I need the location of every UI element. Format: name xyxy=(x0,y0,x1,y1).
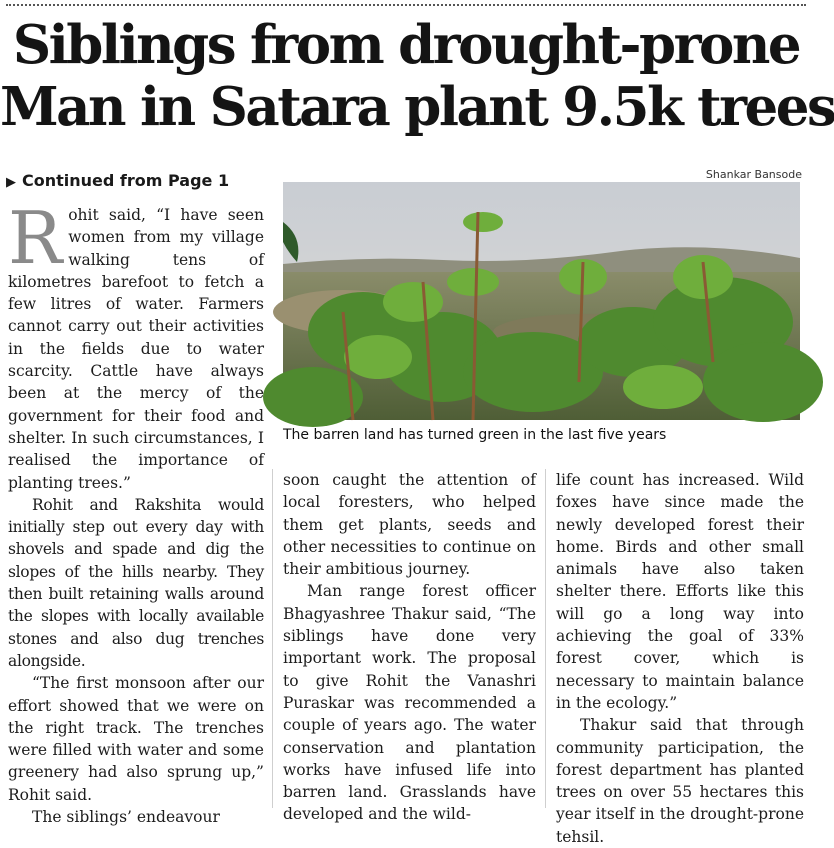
headline xyxy=(0,14,834,138)
paragraph: Rohit and Rakshita would initially step out every day with shovels and spade and dig the slopes of the hills nearby. They then built retaining walls around the slopes with locally available stones and also dug trenches alongside. xyxy=(8,495,264,670)
continued-from-page-1 xyxy=(6,170,229,194)
drop-cap: R xyxy=(8,196,63,280)
article-column-2 xyxy=(283,469,536,824)
continued-label: Continued from Page 1 xyxy=(22,171,230,190)
article-photo xyxy=(283,182,800,420)
photo-caption: The barren land has turned green in the last five years xyxy=(283,427,667,443)
paragraph: Man range forest officer Bhagyashree Thakur said, “The siblings have done very important work. The proposal to give Rohit the Vanashri Puraskar was recommended a couple of years ago. The water conservation and plantation works have infused life into barren land. Grasslands have developed and the wild- xyxy=(283,582,536,824)
paragraph-text: ohit said, “I have seen women from my village walking tens of kilometres barefoot to fetch a few litres of water. Farmers cannot carry out their activities in the fields due to water scarcity. Cattle have always been at the mercy of the government for their food and shelter. In such circumstances, I realised the importance of planting trees.” xyxy=(8,206,264,492)
headline-line-1: Siblings from drought-prone xyxy=(12,14,800,76)
paragraph: “The first monsoon after our effort showed that we were on the right track. The trenches were filled with water and some greenery had also sprung up,” Rohit said. xyxy=(8,674,264,804)
headline-line-2: Man in Satara plant 9.5k trees xyxy=(0,76,834,138)
article-column-3 xyxy=(556,469,804,846)
paragraph: soon caught the attention of local foresters, who helped them get plants, seeds and other necessities to continue on their ambitious journey. xyxy=(283,471,536,579)
top-dotted-rule xyxy=(6,4,806,6)
paragraph xyxy=(8,196,264,494)
column-divider xyxy=(272,469,273,808)
paragraph: life count has increased. Wild foxes have since made the newly developed forest their home. Birds and other small animals have also taken shelter there. Efforts like this will go a long way into achieving the goal of 33% forest cover, which is necessary to maintain balance in the ecology.” xyxy=(556,471,804,712)
paragraph: The siblings’ endeavour xyxy=(32,808,220,827)
photo-credit: Shankar Bansode xyxy=(705,168,802,181)
play-triangle-icon: ▶ xyxy=(6,175,16,190)
column-divider xyxy=(545,469,546,808)
article-column-1 xyxy=(8,196,264,827)
paragraph: Thakur said that through community participation, the forest department has planted trees on over 55 hectares this year itself in the drought-prone tehsil. xyxy=(556,716,804,846)
